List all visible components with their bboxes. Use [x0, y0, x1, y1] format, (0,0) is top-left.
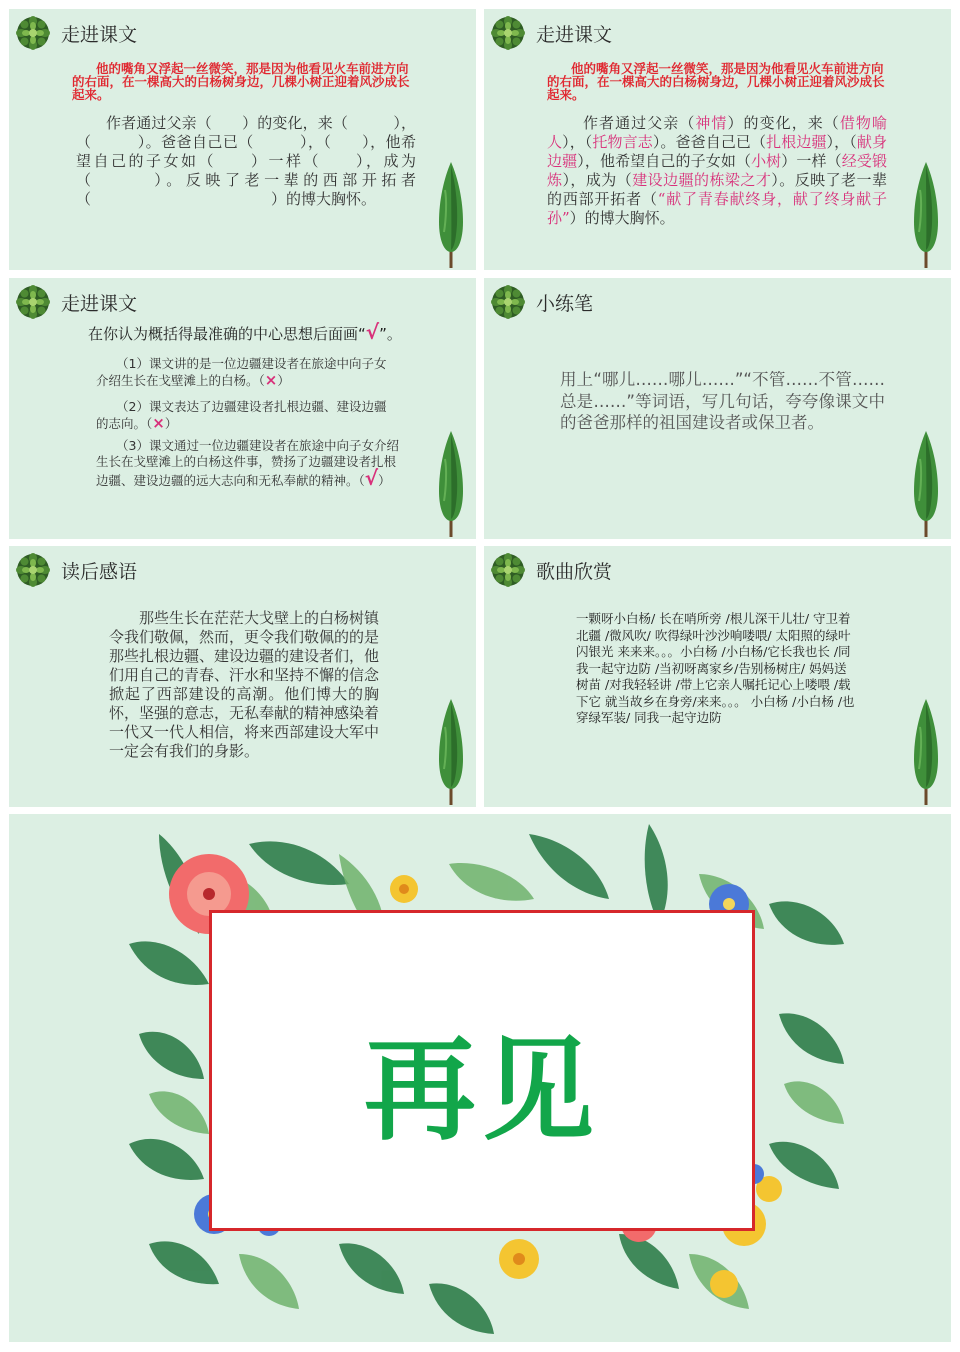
- quote-text: 他的嘴角又浮起一丝微笑，那是因为他看见火车前进方向的右面，在一棵高大的白杨树身边，几棵小树正迎着风沙成长起来。: [547, 61, 885, 102]
- succulent-icon: [491, 285, 525, 319]
- exercise-prompt: 用上“哪儿……哪儿……”“不管……不管……总是……”等词语，写几句话，夸夸像课文中的爸爸那样的祖国建设者或保卫者。: [560, 370, 885, 432]
- succulent-icon: [16, 16, 50, 50]
- text-segment: ），（: [562, 133, 593, 151]
- succulent-icon: [491, 16, 525, 50]
- slide-6[interactable]: [484, 546, 951, 807]
- succulent-icon: [16, 553, 50, 587]
- slide-title: 走进课文: [536, 24, 613, 46]
- option-1: [96, 356, 396, 389]
- text-segment: ），成为（: [562, 171, 633, 189]
- farewell-card: [209, 910, 755, 1231]
- cypress-tree-icon: [911, 429, 941, 537]
- slide-1[interactable]: [9, 9, 476, 270]
- option-text: （2）课文表达了边疆建设者扎根边疆、建设边疆的志向。（: [96, 399, 387, 431]
- cypress-tree-icon: [436, 697, 466, 805]
- question-heading: [88, 320, 402, 344]
- option-text: ）: [378, 473, 391, 488]
- succulent-icon: [491, 553, 525, 587]
- answer-text: 献身边疆: [547, 133, 887, 170]
- text-segment: ）。爸爸自己已（: [652, 133, 767, 151]
- question-text: 在你认为概括得最准确的中心思想后面画“: [88, 325, 366, 343]
- answer-text: 扎根边疆: [766, 133, 827, 151]
- cross-mark: ×: [264, 371, 278, 389]
- option-text: （1）课文讲的是一位边疆建设者在旅途中向子女介绍生长在戈壁滩上的白杨。（: [96, 356, 387, 388]
- quote-text: 他的嘴角又浮起一丝微笑，那是因为他看见火车前进方向的右面，在一棵高大的白杨树身边，几棵小树正迎着风沙成长起来。: [72, 61, 410, 102]
- question-text: ”。: [379, 325, 402, 343]
- cypress-tree-icon: [911, 160, 941, 268]
- option-3: [96, 438, 406, 489]
- cross-mark: ×: [152, 414, 165, 432]
- slide-title: 读后感语: [61, 561, 138, 583]
- text-segment: 作者通过父亲（: [583, 114, 696, 132]
- text-segment: ）一样（: [781, 152, 842, 170]
- slide-3[interactable]: [9, 278, 476, 539]
- answer-text: 借物喻人: [547, 114, 887, 151]
- succulent-icon: [16, 285, 50, 319]
- farewell-text: 再见: [364, 1026, 600, 1156]
- slide-title: 小练笔: [536, 293, 594, 315]
- text-segment: ）的博大胸怀。: [569, 209, 675, 227]
- reflection-paragraph: 那些生长在茫茫大戈壁上的白杨树镇令我们敬佩，然而，更令我们敬佩的的是那些扎根边疆、建设边疆的建设者们，他们用自己的青春、汗水和坚持不懈的信念掀起了西部建设的高潮。他们博大的胸怀，坚强的意志，无私奉献的精神感染着一代又一代人相信，将来西部建设大军中一定会有我们的身影。: [109, 609, 380, 760]
- fill-in-paragraph: 作者通过父亲（ ）的变化，来（ ），（ ）。爸爸自己已（ ），（ ），他希望自己的子女如（ ）一样（ ），成为（ ）。反映了老一辈的西部开拓者（ ）的博大胸怀。: [76, 114, 416, 208]
- answer-paragraph: [547, 114, 887, 228]
- song-lyrics: 一颗呀小白杨/ 长在哨所旁 /根儿深干儿壮/ 守卫着北疆 /微风吹/ 吹得绿叶沙沙响喽喂/ 太阳照的绿叶闪银光 来来来。。。小白杨 /小白杨/它长我也长 /同我一起守边防 /当初呀离家乡/告别杨树庄/ 妈妈送树苗 /对我轻轻讲 /带上它亲人嘱托记心上喽喂 /载下它 就当故乡在身旁/来来。。。 小白杨 /小白杨 /也穿绿军装/ 同我一起守边防: [576, 611, 855, 725]
- slide-4[interactable]: [484, 278, 951, 539]
- answer-text: “献了青春献终身，献了终身献子孙”: [547, 190, 887, 227]
- answer-text: 小树: [751, 152, 782, 170]
- answer-text: 建设边疆的栋梁之才: [632, 171, 772, 189]
- option-2: [96, 399, 396, 432]
- cypress-tree-icon: [911, 697, 941, 805]
- text-segment: ）。反映了老一辈的西部开拓者（: [547, 171, 887, 208]
- check-mark: √: [364, 466, 379, 490]
- check-mark: √: [365, 320, 380, 344]
- cypress-tree-icon: [436, 160, 466, 268]
- slide-2[interactable]: [484, 9, 951, 270]
- option-text: ）: [277, 373, 290, 388]
- slide-title: 歌曲欣赏: [536, 561, 613, 583]
- text-segment: ），他希望自己的子女如（: [577, 152, 752, 170]
- answer-text: 神情: [695, 114, 728, 132]
- option-text: （3）课文通过一位边疆建设者在旅途中向子女介绍生长在戈壁滩上的白杨这件事，赞扬了边疆建设者扎根边疆、建设边疆的远大志向和无私奉献的精神。（: [96, 438, 399, 488]
- text-segment: ）的变化，来（: [727, 114, 840, 132]
- slide-7[interactable]: [9, 814, 951, 1342]
- slide-5[interactable]: [9, 546, 476, 807]
- slide-title: 走进课文: [61, 293, 138, 315]
- answer-text: 托物言志: [592, 133, 653, 151]
- cypress-tree-icon: [436, 429, 466, 537]
- option-text: ）: [164, 416, 178, 431]
- slide-title: 走进课文: [61, 24, 138, 46]
- answer-text: 经受锻炼: [547, 152, 887, 189]
- text-segment: ），（: [826, 133, 857, 151]
